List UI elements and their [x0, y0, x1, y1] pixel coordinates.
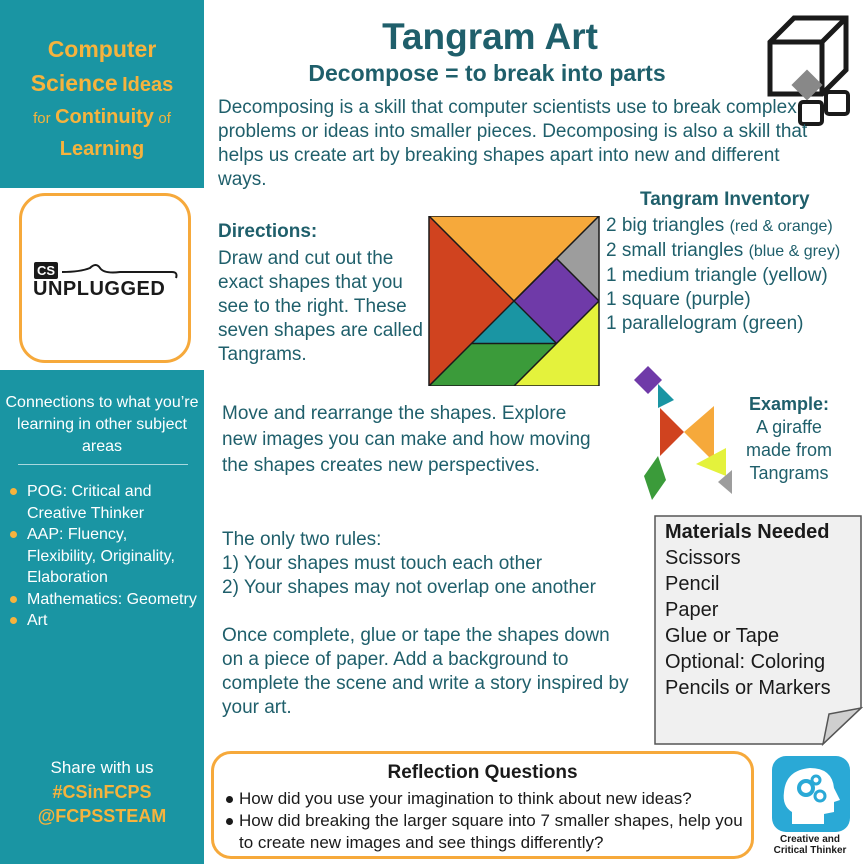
- logo-cs-badge: CS: [34, 262, 58, 279]
- list-item: How did you use your imagination to think about new ideas?: [226, 788, 751, 810]
- list-item: AAP: Fluency, Flexibility, Originality, Elaboration: [10, 524, 200, 589]
- creative-thinker-badge-icon: [772, 756, 850, 832]
- inventory-title: Tangram Inventory: [640, 189, 810, 210]
- list-item: Pencils or Markers: [665, 677, 831, 699]
- badge-caption: Creative and Critical Thinker: [773, 834, 847, 856]
- page-title: Tangram Art: [382, 16, 598, 57]
- list-item: Optional: Coloring: [665, 651, 826, 673]
- connections-list: [10, 481, 200, 632]
- reflection-title: Reflection Questions: [387, 762, 578, 783]
- share-section: Share with us #CSinFCPS @FCPSSTEAM: [0, 756, 204, 828]
- list-item: Pencil: [665, 573, 720, 595]
- giraffe-tangram-icon: [630, 366, 740, 506]
- list-item: 1 medium triangle (yellow): [606, 265, 828, 286]
- hashtag-link[interactable]: #CSinFCPS: [52, 782, 152, 802]
- reflection-questions: [226, 788, 751, 854]
- page-subtitle: Decompose = to break into parts: [308, 60, 666, 86]
- directions-heading: Directions:: [218, 221, 318, 242]
- logo-unplugged-text: UNPLUGGED: [33, 278, 166, 300]
- list-item: Paper: [665, 599, 719, 621]
- tangram-square-diagram: [428, 216, 600, 386]
- explore-paragraph: Move and rearrange the shapes. Explore new images you can make and how moving the shapes creates new perspectives.: [222, 403, 591, 476]
- list-item: 1 square (purple): [606, 289, 751, 310]
- directions-text: Draw and cut out the exact shapes that you see to the right. These seven shapes are called Tangrams.: [218, 248, 423, 365]
- list-item: Scissors: [665, 547, 741, 569]
- list-item: Art: [10, 610, 200, 632]
- connections-title: Connections to what you’re learning in other subject areas: [5, 394, 199, 455]
- handle-link[interactable]: @FCPSSTEAM: [37, 806, 167, 826]
- intro-paragraph: Decomposing is a skill that computer scientists use to break complex problems or ideas into smaller pieces. Decomposing is also a skill that helps us create art by breaking shapes apart into new and different ways.: [218, 97, 808, 190]
- rules-section: The only two rules: 1) Your shapes must touch each other 2) Your shapes may not overlap one another: [222, 529, 596, 598]
- list-item: How did breaking the larger square into 7 smaller shapes, help you to create new images and see things differently?: [226, 810, 751, 854]
- list-item: 2 small triangles (blue & grey): [606, 240, 841, 261]
- completion-paragraph: Once complete, glue or tape the shapes down on a piece of paper. Add a background to complete the scene and write a story inspired by your art.: [222, 625, 629, 718]
- materials-list: Materials Needed Scissors Pencil Paper Glue or Tape Optional: Coloring Pencils or Markers: [665, 521, 831, 699]
- divider: [18, 464, 188, 465]
- inventory-list: [606, 214, 864, 336]
- list-item: POG: Critical and Creative Thinker: [10, 481, 200, 524]
- list-item: 2 big triangles (red & orange): [606, 215, 833, 236]
- list-item: Mathematics: Geometry: [10, 589, 200, 611]
- example-caption: Example: A giraffe made from Tangrams: [745, 394, 833, 483]
- list-item: Glue or Tape: [665, 625, 780, 647]
- sidebar-title: Computer Science Ideas for Continuity of Learning: [30, 36, 174, 160]
- logo-plug-cord-icon: [60, 258, 180, 280]
- list-item: 1 parallelogram (green): [606, 313, 804, 334]
